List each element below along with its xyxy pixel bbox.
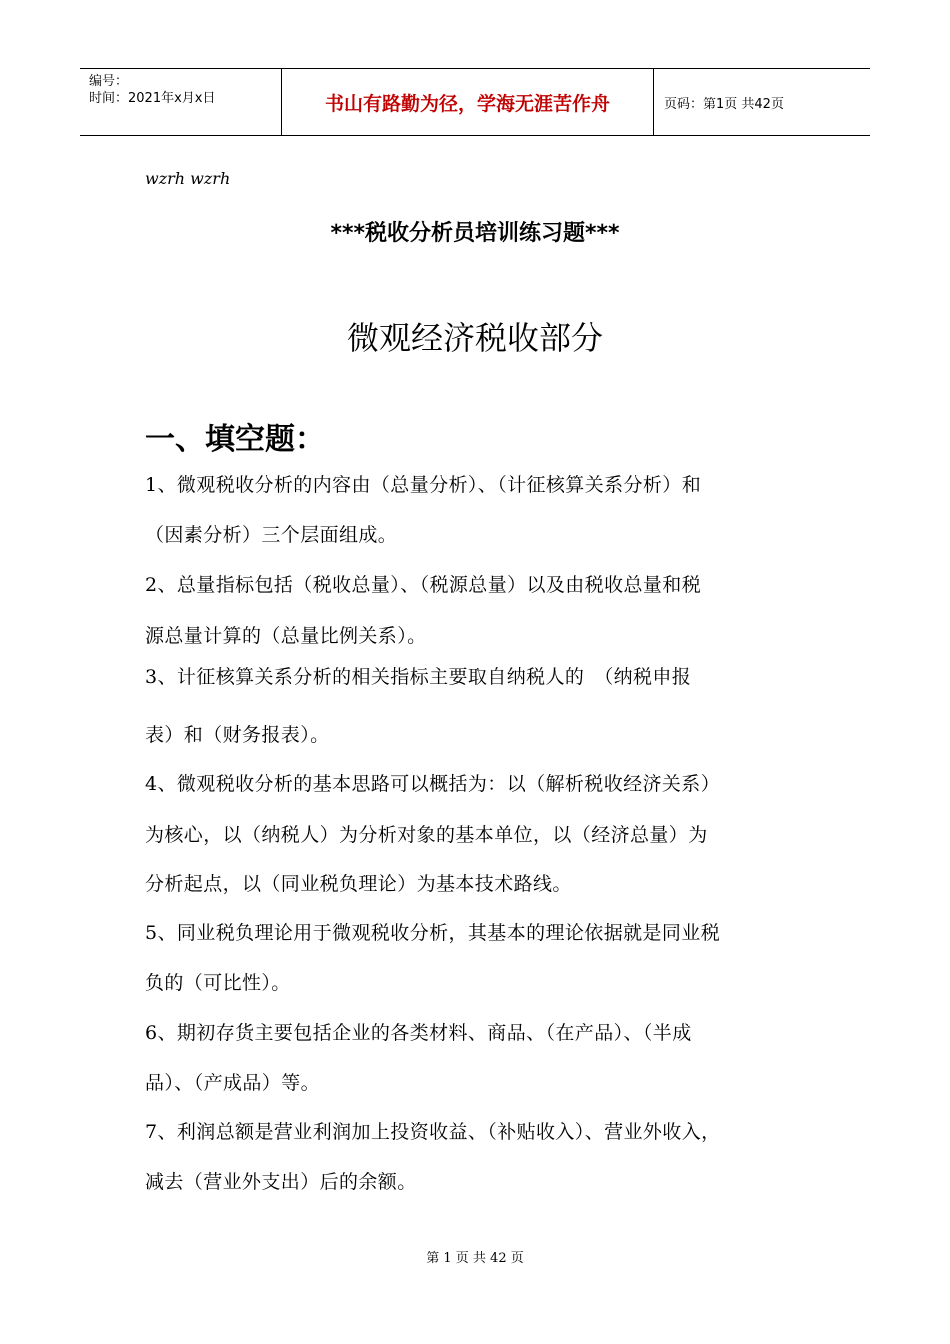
text-line: （因素分析）三个层面组成。 xyxy=(145,524,398,546)
text-line: 品）、（产成品）等。 xyxy=(145,1072,321,1094)
text-line: 减去（营业外支出）后的余额。 xyxy=(145,1171,417,1193)
header-motto: 书山有路勤为径，学海无涯苦作舟 xyxy=(282,69,654,135)
text-line: 分析起点，以（同业税负理论）为基本技术路线。 xyxy=(145,873,572,895)
page-footer: 第 1 页 共 42 页 xyxy=(426,1251,524,1266)
text-line: 5、同业税负理论用于微观税收分析，其基本的理论依据就是同业税 xyxy=(145,922,721,944)
watermark-text: wzrh wzrh xyxy=(145,169,231,188)
text-line: 1、微观税收分析的内容由（总量分析）、（计征核算关系分析）和 xyxy=(145,474,702,496)
text-line: 4、微观税收分析的基本思路可以概括为：以（解析税收经济关系） xyxy=(145,773,721,795)
text-line: 负的（可比性）。 xyxy=(145,972,291,994)
document-subtitle: 微观经济税收部分 xyxy=(346,319,603,357)
text-line: 3、计征核算关系分析的相关指标主要取自纳税人的 （纳税申报 xyxy=(145,666,692,688)
text-line: 2、总量指标包括（税收总量）、（税源总量）以及由税收总量和税 xyxy=(145,574,702,596)
section-heading: 一、填空题： xyxy=(145,422,325,457)
document-title: ***税收分析员培训练习题*** xyxy=(330,221,620,246)
text-line: 源总量计算的（总量比例关系）。 xyxy=(145,625,427,647)
text-line: 7、利润总额是营业利润加上投资收益、（补贴收入）、营业外收入， xyxy=(145,1121,721,1143)
number-label: 编号： xyxy=(89,74,129,89)
text-line: 表）和（财务报表）。 xyxy=(145,724,330,746)
time-label: 时间：2021年x月x日 xyxy=(89,91,216,106)
header-page-info: 页码：第1页 共42页 xyxy=(664,96,784,112)
text-line: 6、期初存货主要包括企业的各类材料、商品、（在产品）、（半成 xyxy=(145,1022,692,1044)
text-line: 为核心，以（纳税人）为分析对象的基本单位，以（经济总量）为 xyxy=(145,824,708,846)
